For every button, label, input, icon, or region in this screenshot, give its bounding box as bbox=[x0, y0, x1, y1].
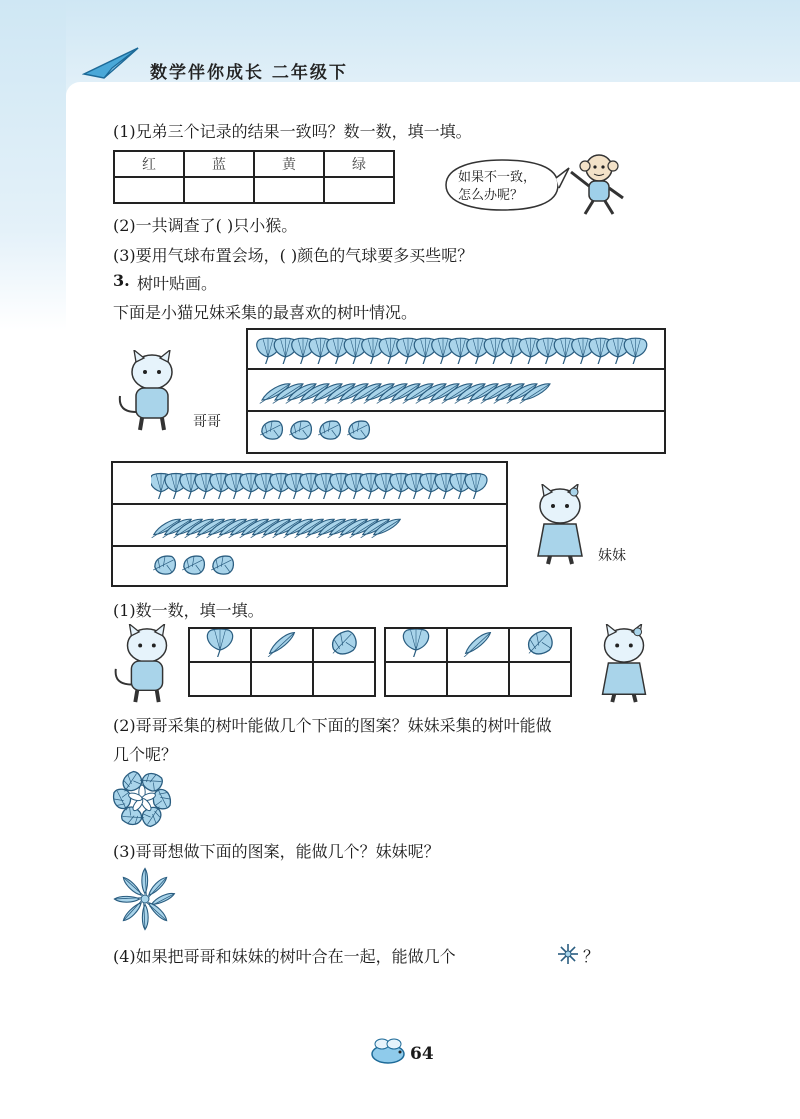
sister-cat-small-icon bbox=[586, 624, 662, 704]
willow-header bbox=[251, 628, 313, 662]
maple-leaf-icon bbox=[289, 421, 311, 439]
willow-leaf-icon bbox=[460, 629, 492, 657]
maple-leaf-icon bbox=[182, 556, 204, 574]
willow-leaf-icon bbox=[142, 868, 148, 896]
sub4-prompt-a: (4)如果把哥哥和妹妹的树叶合在一起，能做几个 bbox=[113, 947, 456, 966]
maple-leaf-icon bbox=[324, 629, 364, 657]
maple-header bbox=[313, 628, 375, 662]
sister-label: 妹妹 bbox=[598, 548, 626, 564]
bee-page-icon bbox=[366, 1036, 408, 1066]
maple-flower-pattern-icon bbox=[104, 766, 180, 832]
row-divider bbox=[113, 545, 506, 547]
maple-leaf-icon bbox=[520, 629, 560, 657]
page-number: 64 bbox=[410, 1044, 434, 1064]
q1-prompt: (1)兄弟三个记录的结果一致吗？数一数，填一填。 bbox=[113, 122, 472, 141]
col-blue: 蓝 bbox=[184, 151, 254, 177]
sister-ginkgo-row bbox=[151, 469, 501, 499]
maple-leaf-icon bbox=[211, 556, 233, 574]
section-title: 树叶贴画。 bbox=[137, 274, 218, 293]
maple-leaf-icon bbox=[327, 629, 359, 657]
ginkgo-leaf-icon bbox=[465, 473, 487, 499]
willow-leaf-icon bbox=[458, 629, 498, 657]
maple-header bbox=[509, 628, 571, 662]
maple-leaf-icon bbox=[260, 421, 282, 439]
sister-ginkgo-answer[interactable] bbox=[385, 662, 447, 696]
maple-leaf-icon bbox=[523, 629, 555, 657]
row-divider bbox=[248, 368, 664, 370]
q2-prompt: (2)一共调查了( )只小猴。 bbox=[113, 216, 298, 235]
sub2-line1: (2)哥哥采集的树叶能做几个下面的图案？妹妹采集的树叶能做 bbox=[113, 716, 552, 735]
sister-leaf-box bbox=[111, 461, 508, 587]
sister-willow-answer[interactable] bbox=[447, 662, 509, 696]
willow-leaf-icon bbox=[142, 902, 148, 930]
willow-leaf-icon bbox=[114, 896, 142, 902]
sister-cat-icon bbox=[522, 484, 598, 566]
sister-count-table bbox=[384, 627, 572, 697]
maple-leaf-icon bbox=[153, 556, 175, 574]
ginkgo-leaf-icon bbox=[403, 629, 428, 657]
monkey-icon bbox=[565, 150, 635, 218]
maple-leaf-icon bbox=[347, 421, 369, 439]
brother-maple-row bbox=[256, 416, 656, 446]
answer-blue[interactable] bbox=[184, 177, 254, 203]
ginkgo-leaf-icon bbox=[624, 338, 647, 364]
maple-leaf-icon bbox=[318, 421, 340, 439]
left-margin-band bbox=[0, 0, 66, 330]
willow-leaf-icon bbox=[262, 629, 302, 657]
ginkgo-leaf-icon bbox=[207, 629, 232, 657]
ginkgo-header bbox=[385, 628, 447, 662]
header-title: 数学伴你成长 二年级下 bbox=[150, 63, 348, 83]
sub4-prompt-b: ？ bbox=[583, 947, 600, 966]
sub3-prompt: (3)哥哥想做下面的图案，能做几个？妹妹呢？ bbox=[113, 842, 440, 861]
willow-leaf-icon bbox=[264, 629, 296, 657]
brother-maple-answer[interactable] bbox=[313, 662, 375, 696]
brother-ginkgo-row bbox=[256, 334, 656, 364]
q3-prompt: (3)要用气球布置会场，( )颜色的气球要多买些呢？ bbox=[113, 246, 474, 265]
ginkgo-header bbox=[189, 628, 251, 662]
willow-header bbox=[447, 628, 509, 662]
sub1-prompt: (1)数一数，填一填。 bbox=[113, 601, 264, 620]
col-green: 绿 bbox=[324, 151, 394, 177]
brother-label: 哥哥 bbox=[193, 414, 221, 430]
bubble-text bbox=[458, 169, 568, 205]
brother-ginkgo-answer[interactable] bbox=[189, 662, 251, 696]
bubble-line-1: 如果不一致， bbox=[458, 170, 537, 185]
ginkgo-leaf-icon bbox=[396, 629, 436, 657]
sub2-line2: 几个呢？ bbox=[113, 745, 178, 764]
ginkgo-leaf-icon bbox=[200, 629, 240, 657]
brother-cat-icon bbox=[112, 350, 192, 432]
col-red: 红 bbox=[114, 151, 184, 177]
sister-maple-answer[interactable] bbox=[509, 662, 571, 696]
brother-cat-small-icon bbox=[108, 624, 186, 704]
answer-red[interactable] bbox=[114, 177, 184, 203]
mini-star-pattern-icon bbox=[555, 942, 581, 966]
brother-willow-answer[interactable] bbox=[251, 662, 313, 696]
answer-yellow[interactable] bbox=[254, 177, 324, 203]
row-divider bbox=[248, 410, 664, 412]
willow-star-pattern-icon bbox=[108, 866, 182, 932]
col-yellow: 黄 bbox=[254, 151, 324, 177]
answer-green[interactable] bbox=[324, 177, 394, 203]
bubble-line-2: 怎么办呢？ bbox=[458, 188, 524, 203]
brother-leaf-box bbox=[246, 328, 666, 454]
color-tally-table bbox=[113, 150, 395, 204]
sister-maple-row bbox=[151, 551, 501, 581]
sister-willow-row bbox=[151, 509, 501, 541]
paper-plane-logo-icon bbox=[82, 44, 142, 80]
section-number: 3. bbox=[113, 271, 130, 290]
row-divider bbox=[113, 503, 506, 505]
brother-willow-row bbox=[256, 374, 656, 406]
section-intro: 下面是小猫兄妹采集的最喜欢的树叶情况。 bbox=[113, 303, 418, 322]
brother-count-table bbox=[188, 627, 376, 697]
